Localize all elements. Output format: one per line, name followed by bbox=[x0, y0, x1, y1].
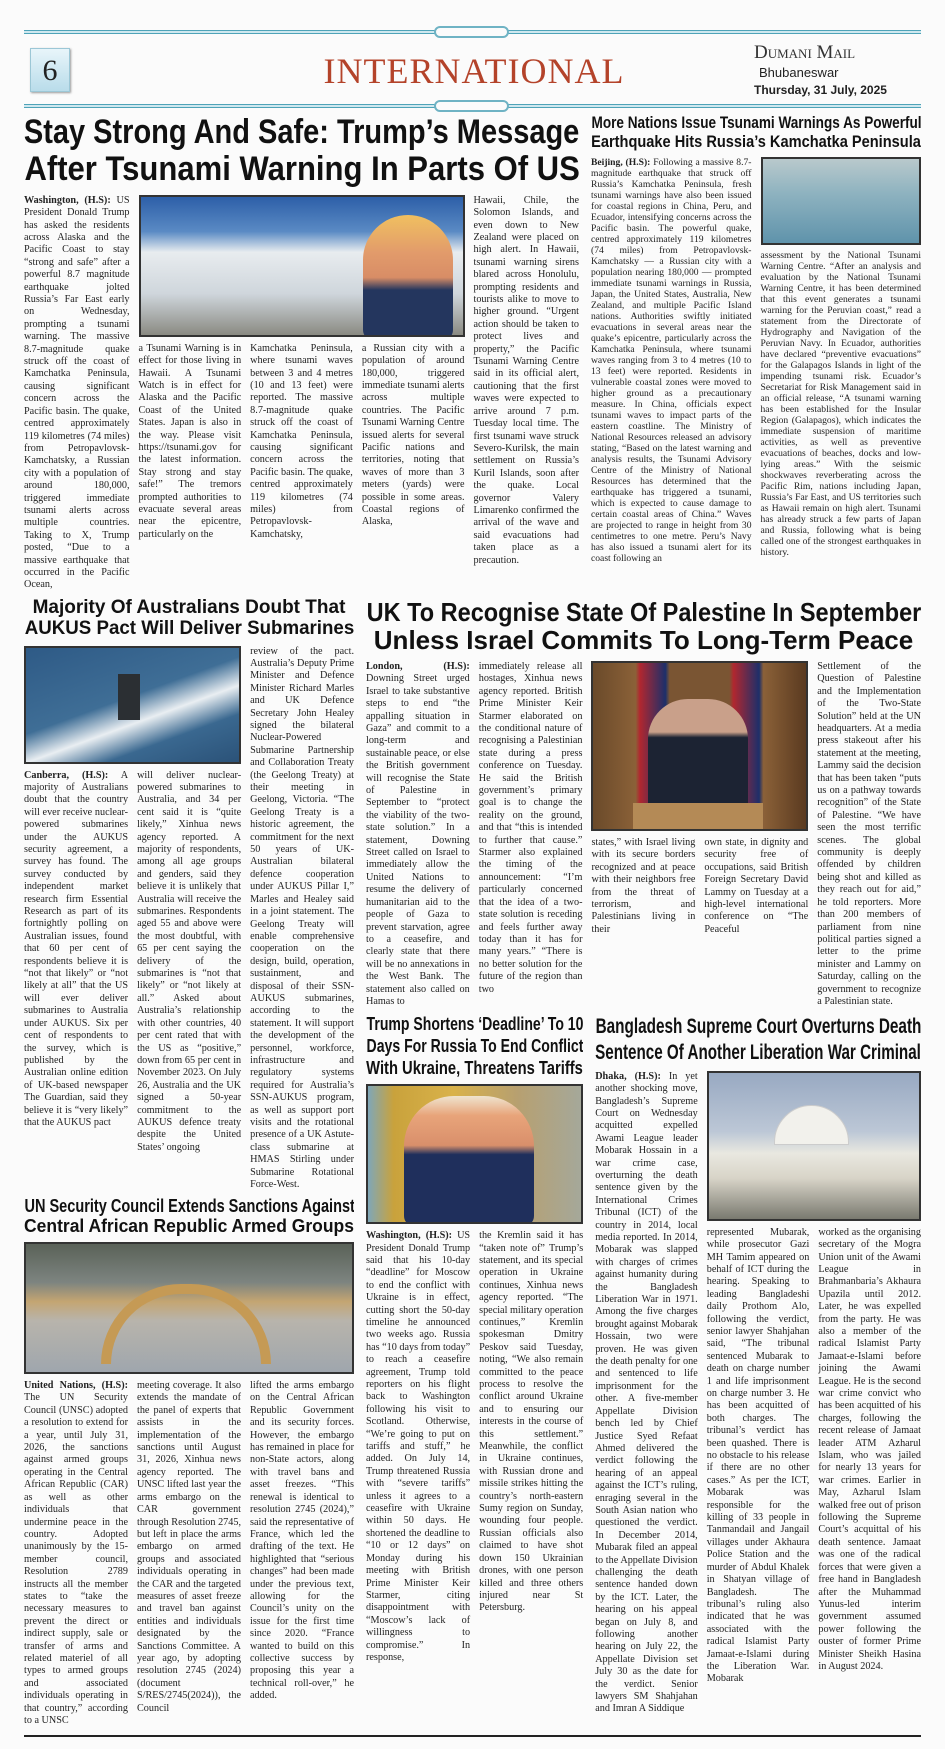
article-body-column: Hawaii, Chile, the Solomon Islands, and even down to New Zealand were placed on high alert. In Hawaii, tsunami warning sirens blared across Honolulu, prompting residents and tourists alike to move to higher ground. “Urgent action should be taken to protect lives and property,” the Pacific Tsunami Warning Centre said in its official alert, cautioning that the first waves were expected to arrive around 7 p.m. Tuesday local time. The first tsunami wave struck Severo-Kurilsk, the main settlement on Russia’s Kuril Islands, soon after the quake. Local governor Valery Limarenko confirmed the arrival of the wave and said evacuations had taken place as a precaution. bbox=[473, 194, 579, 566]
article-subcolumns bbox=[24, 770, 241, 1155]
body-text: In yet another shocking move, Bangladesh’s Supreme Court on Wednesday acquitted expelled Awami League leader Mobarak Hossain in a war crime case, overturning the death sentence given by the International Crimes Tribunal (ICT) of the country in 2014, local media reported. In 2014, Mobarak was slapped with charges of crimes against humanity during the Bangladesh Liberation War in 1971. Among the five charges brought against Mobarak Hossain, two were proven. He was given the death penalty for one and sentenced to life imprisonment for the other. A five-member Appellate Division bench led by Chief Justice Syed Refaat Ahmed delivered the verdict following the hearing of an appeal against the ICT’s ruling, enraging several in the South Asian nation who questioned the verdict. In December 2014, Mubarak filed an appeal to the Appellate Division challenging the death sentence handed down by the ICT. Later, the hearing on his appeal began on July 8, and following another hearing on July 22, the Appellate Division set July 30 as the date for the verdict. Senior lawyers SM Shahjahan and Imran A Siddique bbox=[595, 1070, 698, 1715]
article-body-column bbox=[366, 661, 470, 1008]
photo-supreme-court bbox=[707, 1071, 921, 1221]
headline-line: Earthquake Hits Russia’s Kamchatka Peninsula bbox=[591, 131, 921, 151]
bottom-rule bbox=[24, 1735, 921, 1737]
article-body-column: Settlement of the Question of Palestine and the Implementation of the Two-State Solution” held at the UN headquarters. At a media press stakeout after his statement at the meeting, Lammy said the decision that has been taken “puts us on a pathway towards recognition” of the State of Palestine. “We have seen the most terrific scenes. The global community is deeply offended by children being shot and killed as they reach out for aid,” he told reporters. More than 200 members of parliament from nine political parties signed a letter to the prime minister and Lammy on Saturday, calling on the government to recognize a Palestinian state. bbox=[817, 660, 921, 1007]
article-body-column bbox=[591, 157, 752, 564]
article-body-column: Kamchatka Peninsula, where tsunami waves between 3 and 4 metres (10 and 13 feet) were reported. The massive 8.7-magnitude quake struck off the coast of Kamchatka Peninsula, causing significant concern across the Pacific basin. The quake, centred approximately 119 kilometres (74 miles) from Petropavlovsk-Kamchatsky, bbox=[250, 342, 353, 540]
photo-submarine bbox=[24, 646, 241, 764]
photo-trump-tsunami bbox=[139, 195, 465, 337]
article-aukus bbox=[24, 598, 354, 1192]
article-body-column bbox=[24, 770, 128, 1130]
photo-coastline bbox=[761, 157, 922, 245]
paper-city: Bhubaneswar bbox=[759, 65, 839, 80]
headline-line: Central African Republic Armed Groups bbox=[24, 1216, 354, 1237]
dateline: United Nations, (H.S): bbox=[24, 1380, 128, 1392]
headline-line: Trump Shortens ‘Deadline’ To 10 bbox=[366, 1014, 583, 1035]
dateline: Dhaka, (H.S): bbox=[595, 1070, 661, 1082]
headline-bangladesh[interactable] bbox=[595, 1014, 921, 1064]
article-body-column: lifted the arms embargo on the Central African Republic Government and its security forces. However, the embargo has remained in place for non-State actors, along with travel bans and asset freezes. “This renewal is identical to resolution 2745 (2024),” said the representative of France, which led the drafting of the text. He highlighted that “serious changes” had been made under the previous text, allowing for the Council’s unity on the issue for the first time since 2020. “France wanted to build on this collective success by proposing this year a technical roll-over,” he added. bbox=[250, 1380, 354, 1702]
article-body-column: a Tsunami Warning is in effect for those living in Hawaii. A Tsunami Watch is in effect for Alaska and the Pacific Coast of the United States. Japan is also in the way. Please visit https://tsunami.gov for the latest information. Stay strong and stay safe!” The tremors prompted authorities to evacuate several areas near the epicentre, particularly on the bbox=[138, 342, 242, 540]
article-columns bbox=[366, 1230, 583, 1664]
article-body-column bbox=[24, 1380, 128, 1727]
dateline: Washington, (H.S): bbox=[366, 1230, 453, 1242]
article-columns bbox=[24, 1380, 354, 1727]
body-text: A majority of Australians doubt that the country will ever receive nuclear-powered submarines under the AUKUS security agreement, a survey has found. The survey conducted by independent market research firm Essential Research as part of its fortnightly polling on Australian issues, found that 60 per cent of respondents believe it is “not that likely” or “not likely at all” that the US will ever deliver submarines to Australia under AUKUS. Six per cent of respondents to the survey, which is published by the Australian online edition of UK-based newspaper The Guardian, said they believe it is “very likely” that the AUKUS pact bbox=[24, 769, 129, 1128]
article-subcolumns bbox=[591, 837, 808, 936]
article-subcolumns bbox=[707, 1227, 921, 1686]
headline-line: Stay Strong And Safe: Trump’s Message bbox=[24, 114, 579, 151]
headline-line: Unless Israel Commits To Long-Term Peace bbox=[373, 625, 914, 655]
headline-trump-deadline[interactable] bbox=[366, 1014, 583, 1079]
row-top bbox=[24, 114, 921, 592]
page-number: 6 bbox=[30, 48, 70, 92]
article-kamchatka bbox=[591, 114, 921, 592]
newspaper-page bbox=[0, 30, 945, 1749]
headline-palestine[interactable] bbox=[366, 598, 921, 655]
person-figure bbox=[404, 1096, 534, 1224]
article-body-column: immediately release all hostages, Xinhua news agency reported. British Prime Minister Keir Starmer elaborated on the conditional nature of recognising a Palestinian state during a press conference on Tuesday. He said the British government’s primary goal is to change the reality on the ground, and that “this is intended to further that cause.” Starmer also explained the timing of the announcement: “I’m particularly concerned that the idea of a two-state solution is receding and feels further away today than it has for many years.” “There is no better solution for the future of the region than two bbox=[478, 660, 583, 995]
photo-and-subcolumns bbox=[591, 661, 808, 936]
article-body-column: worked as the organising secretary of the Mogra Union unit of the Awami League in Brahmanbaria’s Akhaura Upazila until 2012. Later, he was expelled from the party. He was also a member of the radical Islamist Party Jamaat-e-Islami before joining the Awami League. He is the second war crime convict who has been acquitted of his charges, following the recent release of Jamaat leader ATM Azharul Islam, who was jailed for nearly 13 years for war crimes. Earlier in May, Azharul Islam walked free out of prison following the Supreme Court’s acquittal of his death sentence. Jamaat was one of the radical forces that were given a free hand in Bangladesh after the Muhammad Yunus-led interim government assumed power following the ouster of former Prime Minister Sheikh Hasina in August 2024. bbox=[818, 1226, 921, 1672]
article-body-column: own state, in dignity and security free of occupations, said British Foreign Secretary David Lammy on Tuesday at a high-level international conference on “The Peaceful bbox=[704, 836, 809, 935]
row-middle bbox=[24, 598, 921, 1728]
ornament-icon bbox=[434, 26, 509, 38]
article-body-column: review of the pact. Australia’s Deputy Prime Minister and Defence Minister Richard Marles and UK Defence Secretary John Healey signed the bilateral Nuclear-Powered Submarine Partnership and Collaboration Treaty (the Geelong Treaty) at their meeting in Geelong, Victoria. “The Geelong Treaty is a historic agreement, the commitment for the next 50 years of UK-Australian bilateral defence cooperation under AUKUS Pillar I,” Marles and Healey said in a joint statement. The Geelong Treaty will enable comprehensive cooperation on the design, build, operation, sustainment, and disposal of their SSN-AUKUS submarines, according to the statement. It will support the development of the personnel, workforce, infrastructure and regulatory systems required for Australia’s SSN-AUKUS program, as well as support port visits and the rotational presence of a UK Astute-class submarine at HMAS Stirling under Submarine Rotational Force-West. bbox=[250, 645, 354, 1191]
article-bangladesh bbox=[595, 1014, 921, 1716]
section-title: INTERNATIONAL bbox=[323, 51, 625, 91]
headline-unsc[interactable] bbox=[24, 1197, 354, 1237]
article-body-column: will deliver nuclear-powered submarines to Australia, and 34 per cent said it is “quite likely,” Xinhua news agency reported. A majority of respondents, among all age groups and genders, said they believe it is unlikely that Australia will receive the submarines. Respondents aged 55 and above were the most doubtful, with 65 per cent saying the delivery of the submarines is “not that likely” or “not likely at all.” Asked about Australia’s relationship with other countries, 40 per cent rated that with the US as “positive,” down from 65 per cent in November 2023. On July 26, Australia and the UK signed a 50-year commitment to the AUKUS defence treaty despite the United States’ ongoing bbox=[137, 769, 242, 1153]
headline-line: Days For Russia To End Conflict bbox=[366, 1035, 583, 1056]
headline-line: Sentence Of Another Liberation War Criminal bbox=[595, 1040, 921, 1064]
ornament-icon bbox=[434, 100, 509, 112]
council-table bbox=[101, 1284, 271, 1364]
article-subcolumns bbox=[139, 343, 465, 542]
article-unsc bbox=[24, 1197, 354, 1727]
court-dome bbox=[774, 1105, 849, 1145]
body-text: Following a massive 8.7-magnitude earthquake that struck off Russia’s Kamchatka Peninsula, fresh tsunami warnings have also been issued for coastal regions in China, Peru, and Ecuador, intensifying concerns across the Pacific basin. The powerful quake, centred approximately 119 kilometres (74 miles) from Petropavlovsk-Kamchatsky — a Russian city with a population nearing 180,000 — prompted immediate tsunami warnings in Russia, Japan, the United States, Australia, New Zealand, and multiple Pacific Island nations. Authorities swiftly initiated evacuations in several areas near the quake’s epicentre, particularly across the Kamchatka Peninsula, where tsunami waves ranging from 3 to 4 metres (10 to 13 feet) were reported. Residents in vulnerable coastal zones were moved to higher ground as a precautionary measure. In China, officials expect tsunami waves to impact parts of the eastern coastline. The Ministry of National Resources released an advisory stating, “Based on the latest warning and analysis results, the Tsunami Advisory Centre of the Ministry of National Resources has determined that the earthquake has triggered a tsunami, which is expected to cause damage to certain coastal areas of China.” Waves are projected to range in height from 30 centimetres to one metre. Peru’s Navy has also issued a tsunami alert for its coast following an bbox=[591, 157, 752, 565]
article-columns bbox=[24, 195, 579, 592]
photo-trump-podium bbox=[366, 1084, 583, 1224]
article-body-column bbox=[366, 1230, 470, 1664]
issue-date: Thursday, 31 July, 2025 bbox=[754, 83, 887, 97]
headline-line: Bangladesh Supreme Court Overturns Death bbox=[595, 1015, 921, 1039]
headline-trump-tsunami[interactable] bbox=[24, 114, 579, 189]
masthead bbox=[24, 30, 921, 108]
photo-and-subcolumns bbox=[24, 646, 241, 1155]
article-body-column: a Russian city with a population of around 180,000, triggered immediate tsunami alerts across multiple countries. The Pacific Tsunami Warning Centre issued alerts for several Pacific nations and territories, noting that waves of more than 3 meters (yards) were possible in some areas. Coastal regions of Alaska, bbox=[361, 342, 465, 528]
lower-right-articles bbox=[366, 1014, 921, 1716]
person-figure bbox=[648, 699, 748, 809]
article-columns bbox=[24, 646, 354, 1192]
article-columns bbox=[366, 661, 921, 1008]
photo-and-subcolumns bbox=[707, 1071, 921, 1686]
podium bbox=[633, 803, 763, 831]
dateline: Beijing, (H.S): bbox=[591, 157, 651, 169]
article-trump-tsunami bbox=[24, 114, 579, 592]
photo-starmer-podium bbox=[591, 661, 808, 831]
headline-kamchatka[interactable] bbox=[591, 114, 921, 151]
dateline: London, (H.S): bbox=[366, 660, 470, 672]
headline-line: More Nations Issue Tsunami Warnings As Powerful bbox=[591, 114, 921, 132]
article-body-column: meeting coverage. It also extends the mandate of the panel of experts that assists in the implementation of the sanctions until August 31, 2026, Xinhua news agency reported. The UNSC lifted last year the arms embargo on the CAR government through Resolution 2745, but left in place the arms embargo on armed groups and associated individuals operating in the CAR and the targeted measures of asset freeze and travel ban against entities and individuals designated by the Sanctions Committee. A year ago, by adopting resolution 2745 (2024) (document S/RES/2745(2024)), the Council bbox=[137, 1380, 241, 1714]
body-text: US President Donald Trump has asked the residents across Alaska and the Pacific Coast to stay “strong and safe” after a powerful 8.7 magnitude earthquake jolted Russia’s Far East early on Wednesday, prompting a tsunami warning. The massive 8.7-magnitude quake struck off the coast of Kamchatka Peninsula, causing significant concern across the Pacific basin. The quake, centred approximately 119 kilometres (74 miles) from Petropavlovsk-Kamchatsky, a Russian city with a population of around 180,000, triggered immediate tsunami alerts across multiple countries. Taking to X, Trump posted, “Due to a massive earthquake that occurred in the Pacific Ocean, bbox=[24, 194, 130, 591]
dateline: Washington, (H.S): bbox=[24, 194, 111, 206]
submarine-sail bbox=[118, 674, 140, 720]
article-palestine bbox=[366, 598, 921, 1009]
body-text: Downing Street urged Israel to take substantive steps to end “the appalling situation in Gaza” and commit to a long-term and sustainable peace, or else the British government will recognise the State of Palestine in September to “protect the viability of the two-state solution.” In a statement, Downing Street called on Israel to immediately allow the United Nations to resume the delivery of humanitarian aid to the people of Gaza to prevent starvation, agree to a ceasefire, and clearly state that there will be no annexations in the West Bank. The statement also called on Hamas to bbox=[366, 673, 470, 1007]
headline-line: Majority Of Australians Doubt That bbox=[32, 597, 346, 618]
left-stack bbox=[24, 598, 354, 1728]
headline-aukus[interactable] bbox=[24, 598, 354, 640]
article-body-column bbox=[24, 195, 130, 592]
article-body-column: the Kremlin said it has “taken note of” Trump’s statement, and its special operation in Ukraine continues, Xinhua news agency reported. “The special military operation continues,” Kremlin spokesman Dmitry Peskov said Tuesday, noting, “We also remain committed to the peace process to resolve the conflict around Ukraine and to ensuring our interests in the course of this settlement.” Meanwhile, the conflict in Ukraine continues, with Russian drone and missile strikes hitting the country’s north-eastern Sumy region on Sunday, wounding four people. Russian officials also claimed to have shot down 150 Ukrainian drones, with one person killed and three others injured near St Petersburg. bbox=[479, 1230, 584, 1614]
photo-security-council bbox=[24, 1242, 354, 1374]
person-figure bbox=[363, 215, 453, 337]
article-columns bbox=[591, 157, 921, 564]
article-trump-deadline bbox=[366, 1014, 583, 1664]
paper-info bbox=[754, 42, 919, 98]
article-body-column: assessment by the National Tsunami Warning Centre. “After an analysis and evaluation by the National Tsunami Warning Centre, it has been determined that this event generates a tsunami warning for the Peruvian coast,” read a statement from the Directorate of Hydrography and Navigation of the Peruvian Navy. In Ecuador, authorities have declared “preventive evacuations” for the Galapagos Islands in light of the impending tsunami risk. Ecuador’s Secretariat for Risk Management said in an official release, “A tsunami warning has been established for the Insular Region (Galapagos), which indicates the immediate suspension of maritime activities, as well as preventive evacuations of beaches, docks and low-lying areas.” With the seismic shockwaves reverberating across the Pacific Rim, nations including Japan, Russia’s Far East, and US territories such as Hawaii remain on high alert. Tsunami has already struck a few parts of Japan and Russia, following what is being called one of the strongest earthquakes in history. bbox=[760, 250, 921, 559]
headline-line: With Ukraine, Threatens Tariffs bbox=[366, 1057, 583, 1078]
paper-name: Dumani Mail bbox=[754, 42, 856, 63]
headline-line: After Tsunami Warning In Parts Of US bbox=[24, 150, 579, 189]
right-stack bbox=[366, 598, 921, 1728]
photo-and-subcolumns bbox=[139, 195, 465, 542]
photo-and-column bbox=[761, 157, 922, 558]
article-body-column: represented Mubarak, while prosecutor Gazi MH Tamim appeared on behalf of ICT during the hearing. Speaking to leading Bangladeshi daily Prothom Alo, following the verdict, senior lawyer Shahjahan said, “The tribunal sentenced Mubarak to death on charge number 1 and life imprisonment on charge number 3. He has been acquitted of both charges. The tribunal’s verdict has been quashed. There is no obstacle to his release if there are no other cases.” As per the ICT, Mobarak was responsible for the killing of 33 people in Tanmandail and Jangail villages under Akhaura Police Station and the murder of Abdul Khalek in Shatyan village of Bangladesh. The tribunal’s ruling also indicated that he was associated with the radical Islamist Party Jamaat-e-Islami during the Liberation War. Mobarak bbox=[706, 1226, 810, 1685]
body-text: The UN Security Council (UNSC) adopted a resolution to extend for a year, until July 31, 2026, the sanctions against armed groups operating in the Central African Republic (CAR) as well as other individuals that undermine peace in the country. Adopted unanimously by the 15-member council, Resolution 2789 instructs all the member states to “take the necessary measures to prevent the direct or indirect supply, sale or transfer of arms and related materiel of all types to armed groups and associated individuals operating in that country,” according to a UNSC bbox=[24, 1392, 128, 1726]
article-columns bbox=[595, 1071, 921, 1716]
article-body-column: states,” with Israel living with its secure borders recognized and at peace with their neighbors free from the threat of terrorism, and Palestinians living in their bbox=[591, 836, 696, 935]
article-body-column bbox=[595, 1071, 698, 1716]
dateline: Canberra, (H.S): bbox=[24, 769, 109, 781]
headline-line: UN Security Council Extends Sanctions Against bbox=[24, 1197, 354, 1217]
body-text: US President Donald Trump said that his 10-day “deadline” for Moscow to end the conflict with Ukraine is in effect, cutting short the 50-day timeline he announced two weeks ago. Russia has “10 days from today” to reach a ceasefire agreement, Trump told reporters on his flight back to Washington following his visit to Scotland. Otherwise, “We’re going to put on tariffs and stuff,” he added. On July 14, Trump threatened Russia with “severe tariffs” unless it agrees to a ceasefire with Ukraine within 50 days. He shortened the deadline to “10 or 12 days” on Monday during his meeting with British Prime Minister Keir Starmer, citing disappointment with “Moscow’s lack of willingness to compromise.” In response, bbox=[366, 1230, 471, 1663]
headline-line: UK To Recognise State Of Palestine In September bbox=[366, 597, 921, 627]
headline-line: AUKUS Pact Will Deliver Submarines bbox=[24, 617, 354, 639]
